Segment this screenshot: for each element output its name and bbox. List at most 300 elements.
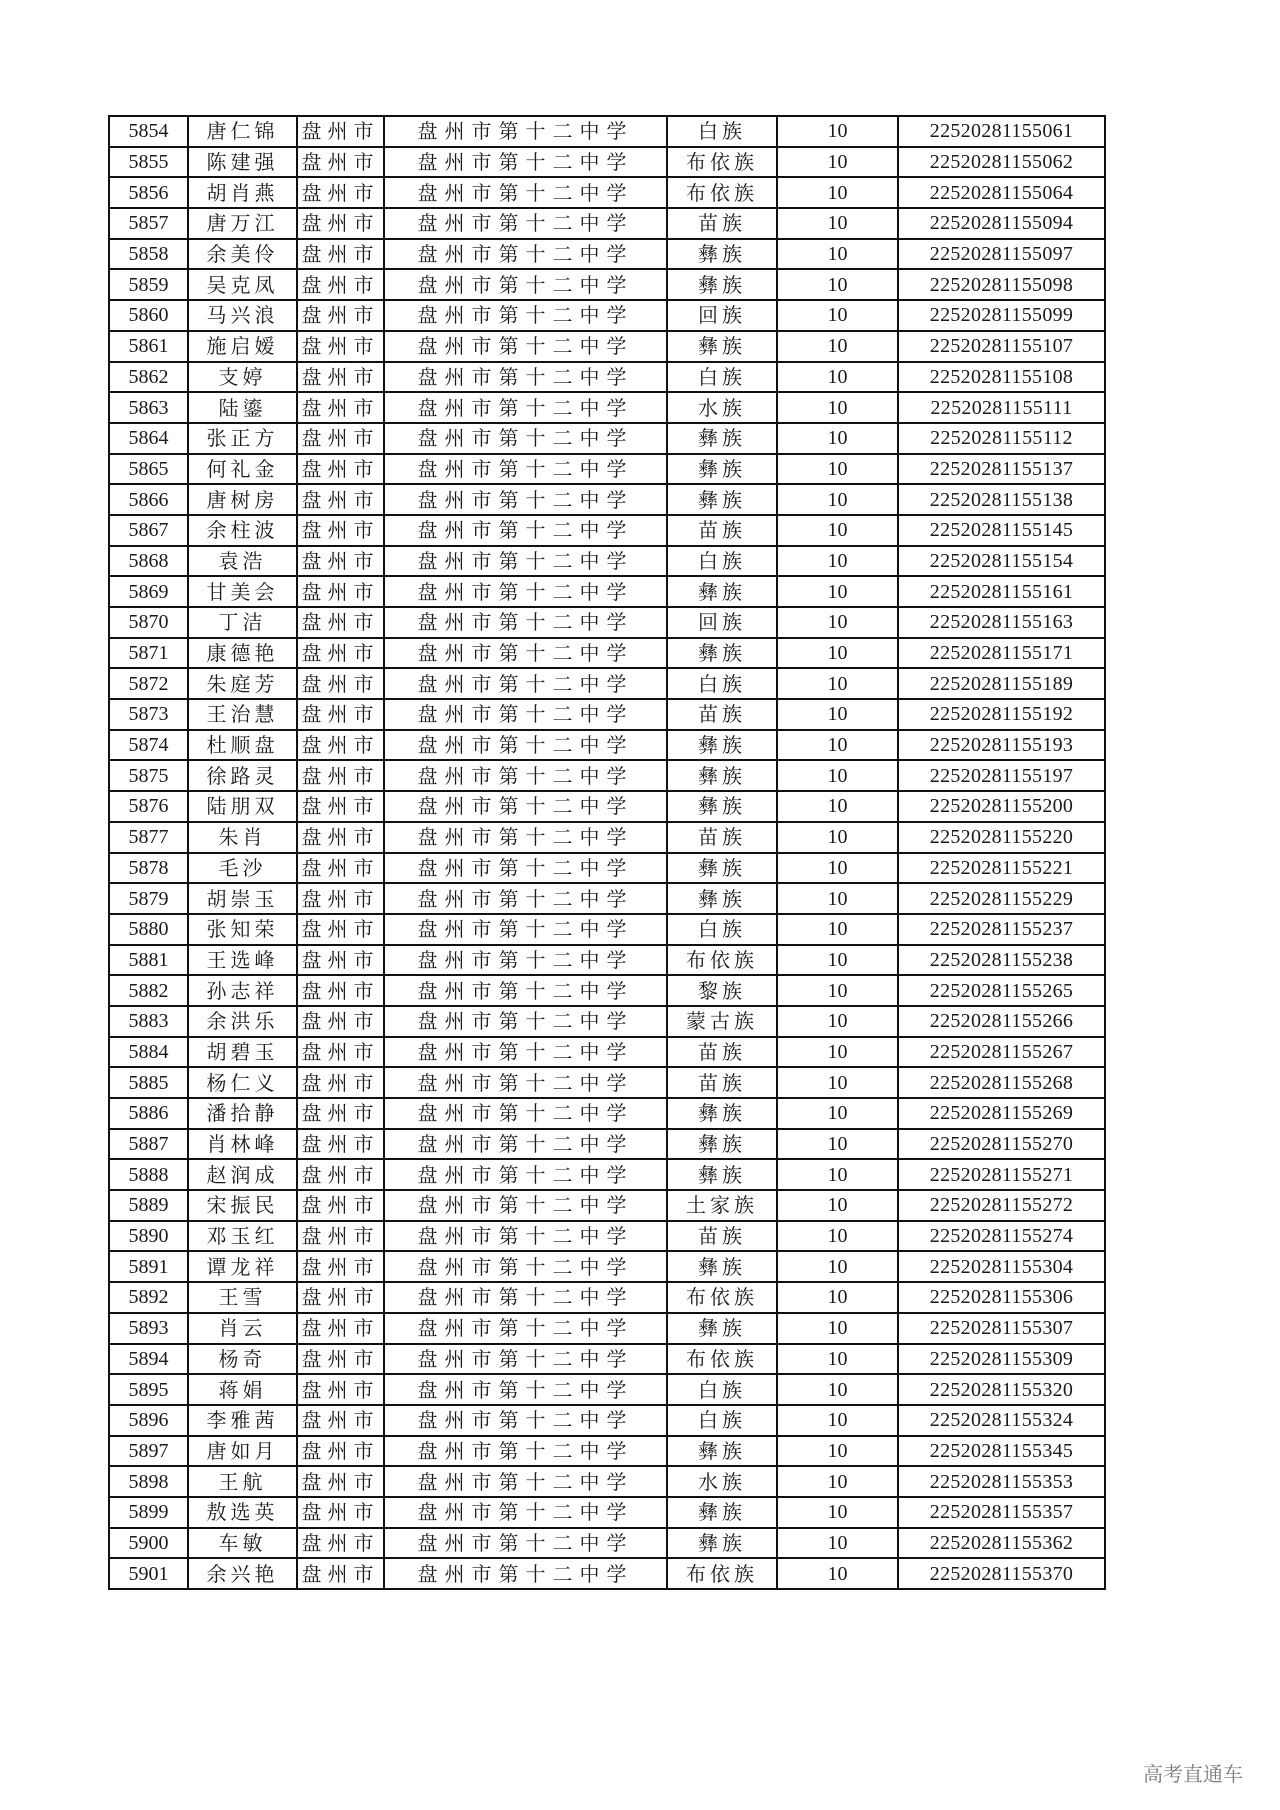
student-name-cell: 孙志祥 — [188, 975, 297, 1006]
ethnicity-cell: 水族 — [667, 392, 777, 423]
city-cell: 盘州市 — [297, 1436, 384, 1467]
student-name-cell: 唐万江 — [188, 208, 297, 239]
city-cell: 盘州市 — [297, 454, 384, 485]
school-cell: 盘州市第十二中学 — [384, 1037, 667, 1068]
grade-cell: 10 — [777, 638, 898, 669]
student-name-cell: 陆朋双 — [188, 791, 297, 822]
table-row — [109, 116, 1105, 147]
student-id-cell: 22520281155307 — [898, 1313, 1105, 1344]
row-number-cell: 5867 — [109, 515, 188, 546]
grade-cell: 10 — [777, 392, 898, 423]
row-number-cell: 5866 — [109, 484, 188, 515]
school-cell: 盘州市第十二中学 — [384, 822, 667, 853]
grade-cell: 10 — [777, 331, 898, 362]
student-name-cell: 潘拾静 — [188, 1098, 297, 1129]
student-id-cell: 22520281155171 — [898, 638, 1105, 669]
school-cell: 盘州市第十二中学 — [384, 454, 667, 485]
city-cell: 盘州市 — [297, 1221, 384, 1252]
table-row — [109, 484, 1105, 515]
grade-cell: 10 — [777, 1129, 898, 1160]
table-row — [109, 362, 1105, 393]
grade-cell: 10 — [777, 1344, 898, 1375]
school-cell: 盘州市第十二中学 — [384, 1466, 667, 1497]
table-row — [109, 1374, 1105, 1405]
table-row — [109, 546, 1105, 577]
row-number-cell: 5887 — [109, 1129, 188, 1160]
grade-cell: 10 — [777, 423, 898, 454]
table-row — [109, 423, 1105, 454]
table-row — [109, 208, 1105, 239]
row-number-cell: 5898 — [109, 1466, 188, 1497]
student-name-cell: 陈建强 — [188, 147, 297, 178]
city-cell: 盘州市 — [297, 1466, 384, 1497]
city-cell: 盘州市 — [297, 484, 384, 515]
student-id-cell: 22520281155111 — [898, 392, 1105, 423]
table-row — [109, 576, 1105, 607]
table-row — [109, 1037, 1105, 1068]
table-row — [109, 331, 1105, 362]
student-name-cell: 张知荣 — [188, 914, 297, 945]
student-id-cell: 22520281155266 — [898, 1006, 1105, 1037]
table-row — [109, 392, 1105, 423]
city-cell: 盘州市 — [297, 1528, 384, 1559]
table-row — [109, 1190, 1105, 1221]
grade-cell: 10 — [777, 975, 898, 1006]
grade-cell: 10 — [777, 668, 898, 699]
grade-cell: 10 — [777, 484, 898, 515]
row-number-cell: 5865 — [109, 454, 188, 485]
student-id-cell: 22520281155192 — [898, 699, 1105, 730]
city-cell: 盘州市 — [297, 177, 384, 208]
grade-cell: 10 — [777, 1251, 898, 1282]
grade-cell: 10 — [777, 576, 898, 607]
city-cell: 盘州市 — [297, 1006, 384, 1037]
table-row — [109, 1405, 1105, 1436]
school-cell: 盘州市第十二中学 — [384, 331, 667, 362]
student-id-cell: 22520281155309 — [898, 1344, 1105, 1375]
city-cell: 盘州市 — [297, 853, 384, 884]
table-row — [109, 1098, 1105, 1129]
school-cell: 盘州市第十二中学 — [384, 1159, 667, 1190]
city-cell: 盘州市 — [297, 1098, 384, 1129]
roster-body — [109, 116, 1105, 1589]
row-number-cell: 5869 — [109, 576, 188, 607]
ethnicity-cell: 白族 — [667, 668, 777, 699]
row-number-cell: 5881 — [109, 945, 188, 976]
grade-cell: 10 — [777, 760, 898, 791]
row-number-cell: 5864 — [109, 423, 188, 454]
school-cell: 盘州市第十二中学 — [384, 484, 667, 515]
ethnicity-cell: 蒙古族 — [667, 1006, 777, 1037]
city-cell: 盘州市 — [297, 1313, 384, 1344]
city-cell: 盘州市 — [297, 1558, 384, 1589]
student-id-cell: 22520281155272 — [898, 1190, 1105, 1221]
row-number-cell: 5885 — [109, 1067, 188, 1098]
student-roster-table — [108, 115, 1106, 1590]
row-number-cell: 5891 — [109, 1251, 188, 1282]
grade-cell: 10 — [777, 546, 898, 577]
row-number-cell: 5875 — [109, 760, 188, 791]
row-number-cell: 5897 — [109, 1436, 188, 1467]
row-number-cell: 5856 — [109, 177, 188, 208]
school-cell: 盘州市第十二中学 — [384, 1497, 667, 1528]
student-name-cell: 朱肖 — [188, 822, 297, 853]
ethnicity-cell: 土家族 — [667, 1190, 777, 1221]
student-name-cell: 胡崇玉 — [188, 883, 297, 914]
city-cell: 盘州市 — [297, 392, 384, 423]
row-number-cell: 5886 — [109, 1098, 188, 1129]
student-id-cell: 22520281155268 — [898, 1067, 1105, 1098]
grade-cell: 10 — [777, 362, 898, 393]
school-cell: 盘州市第十二中学 — [384, 975, 667, 1006]
student-name-cell: 朱庭芳 — [188, 668, 297, 699]
city-cell: 盘州市 — [297, 300, 384, 331]
student-id-cell: 22520281155112 — [898, 423, 1105, 454]
table-row — [109, 1436, 1105, 1467]
student-name-cell: 余洪乐 — [188, 1006, 297, 1037]
student-id-cell: 22520281155304 — [898, 1251, 1105, 1282]
grade-cell: 10 — [777, 822, 898, 853]
student-name-cell: 肖林峰 — [188, 1129, 297, 1160]
table-row — [109, 269, 1105, 300]
city-cell: 盘州市 — [297, 1129, 384, 1160]
grade-cell: 10 — [777, 1374, 898, 1405]
table-row — [109, 791, 1105, 822]
school-cell: 盘州市第十二中学 — [384, 730, 667, 761]
school-cell: 盘州市第十二中学 — [384, 300, 667, 331]
city-cell: 盘州市 — [297, 1159, 384, 1190]
row-number-cell: 5896 — [109, 1405, 188, 1436]
city-cell: 盘州市 — [297, 1282, 384, 1313]
ethnicity-cell: 彝族 — [667, 1129, 777, 1160]
school-cell: 盘州市第十二中学 — [384, 1098, 667, 1129]
ethnicity-cell: 彝族 — [667, 1159, 777, 1190]
city-cell: 盘州市 — [297, 1251, 384, 1282]
school-cell: 盘州市第十二中学 — [384, 1129, 667, 1160]
ethnicity-cell: 苗族 — [667, 208, 777, 239]
row-number-cell: 5857 — [109, 208, 188, 239]
student-id-cell: 22520281155221 — [898, 853, 1105, 884]
city-cell: 盘州市 — [297, 576, 384, 607]
city-cell: 盘州市 — [297, 147, 384, 178]
ethnicity-cell: 布依族 — [667, 147, 777, 178]
student-id-cell: 22520281155324 — [898, 1405, 1105, 1436]
row-number-cell: 5899 — [109, 1497, 188, 1528]
city-cell: 盘州市 — [297, 208, 384, 239]
city-cell: 盘州市 — [297, 423, 384, 454]
table-row — [109, 147, 1105, 178]
row-number-cell: 5901 — [109, 1558, 188, 1589]
ethnicity-cell: 白族 — [667, 914, 777, 945]
grade-cell: 10 — [777, 1067, 898, 1098]
grade-cell: 10 — [777, 853, 898, 884]
student-name-cell: 马兴浪 — [188, 300, 297, 331]
student-id-cell: 22520281155161 — [898, 576, 1105, 607]
school-cell: 盘州市第十二中学 — [384, 147, 667, 178]
ethnicity-cell: 回族 — [667, 300, 777, 331]
school-cell: 盘州市第十二中学 — [384, 1251, 667, 1282]
grade-cell: 10 — [777, 300, 898, 331]
table-row — [109, 1466, 1105, 1497]
student-name-cell: 陆鎏 — [188, 392, 297, 423]
student-name-cell: 王航 — [188, 1466, 297, 1497]
table-row — [109, 1159, 1105, 1190]
ethnicity-cell: 布依族 — [667, 1282, 777, 1313]
row-number-cell: 5855 — [109, 147, 188, 178]
grade-cell: 10 — [777, 1159, 898, 1190]
student-id-cell: 22520281155197 — [898, 760, 1105, 791]
city-cell: 盘州市 — [297, 668, 384, 699]
student-id-cell: 22520281155269 — [898, 1098, 1105, 1129]
ethnicity-cell: 苗族 — [667, 1067, 777, 1098]
city-cell: 盘州市 — [297, 607, 384, 638]
student-name-cell: 余美伶 — [188, 239, 297, 270]
row-number-cell: 5858 — [109, 239, 188, 270]
student-name-cell: 康德艳 — [188, 638, 297, 669]
table-row — [109, 883, 1105, 914]
ethnicity-cell: 彝族 — [667, 1497, 777, 1528]
ethnicity-cell: 布依族 — [667, 945, 777, 976]
student-id-cell: 22520281155163 — [898, 607, 1105, 638]
student-name-cell: 邓玉红 — [188, 1221, 297, 1252]
ethnicity-cell: 彝族 — [667, 269, 777, 300]
grade-cell: 10 — [777, 1558, 898, 1589]
student-id-cell: 22520281155267 — [898, 1037, 1105, 1068]
row-number-cell: 5872 — [109, 668, 188, 699]
school-cell: 盘州市第十二中学 — [384, 1558, 667, 1589]
ethnicity-cell: 彝族 — [667, 638, 777, 669]
ethnicity-cell: 布依族 — [667, 1558, 777, 1589]
grade-cell: 10 — [777, 945, 898, 976]
table-row — [109, 1313, 1105, 1344]
row-number-cell: 5854 — [109, 116, 188, 147]
row-number-cell: 5861 — [109, 331, 188, 362]
ethnicity-cell: 白族 — [667, 1405, 777, 1436]
student-id-cell: 22520281155094 — [898, 208, 1105, 239]
row-number-cell: 5883 — [109, 1006, 188, 1037]
grade-cell: 10 — [777, 269, 898, 300]
ethnicity-cell: 苗族 — [667, 699, 777, 730]
table-row — [109, 1282, 1105, 1313]
row-number-cell: 5888 — [109, 1159, 188, 1190]
ethnicity-cell: 苗族 — [667, 822, 777, 853]
table-row — [109, 1558, 1105, 1589]
student-name-cell: 余柱波 — [188, 515, 297, 546]
table-row — [109, 1528, 1105, 1559]
school-cell: 盘州市第十二中学 — [384, 1528, 667, 1559]
row-number-cell: 5860 — [109, 300, 188, 331]
student-id-cell: 22520281155138 — [898, 484, 1105, 515]
student-name-cell: 赵润成 — [188, 1159, 297, 1190]
student-name-cell: 毛沙 — [188, 853, 297, 884]
student-id-cell: 22520281155064 — [898, 177, 1105, 208]
row-number-cell: 5859 — [109, 269, 188, 300]
school-cell: 盘州市第十二中学 — [384, 362, 667, 393]
school-cell: 盘州市第十二中学 — [384, 239, 667, 270]
student-id-cell: 22520281155097 — [898, 239, 1105, 270]
student-id-cell: 22520281155265 — [898, 975, 1105, 1006]
table-row — [109, 607, 1105, 638]
student-name-cell: 支婷 — [188, 362, 297, 393]
school-cell: 盘州市第十二中学 — [384, 269, 667, 300]
student-id-cell: 22520281155154 — [898, 546, 1105, 577]
table-row — [109, 914, 1105, 945]
grade-cell: 10 — [777, 1006, 898, 1037]
ethnicity-cell: 布依族 — [667, 177, 777, 208]
student-name-cell: 敖选英 — [188, 1497, 297, 1528]
table-row — [109, 730, 1105, 761]
school-cell: 盘州市第十二中学 — [384, 607, 667, 638]
ethnicity-cell: 白族 — [667, 116, 777, 147]
ethnicity-cell: 彝族 — [667, 1313, 777, 1344]
city-cell: 盘州市 — [297, 331, 384, 362]
school-cell: 盘州市第十二中学 — [384, 883, 667, 914]
table-row — [109, 1067, 1105, 1098]
row-number-cell: 5879 — [109, 883, 188, 914]
grade-cell: 10 — [777, 1466, 898, 1497]
student-name-cell: 唐如月 — [188, 1436, 297, 1467]
school-cell: 盘州市第十二中学 — [384, 1282, 667, 1313]
student-id-cell: 22520281155370 — [898, 1558, 1105, 1589]
row-number-cell: 5884 — [109, 1037, 188, 1068]
student-id-cell: 22520281155189 — [898, 668, 1105, 699]
grade-cell: 10 — [777, 208, 898, 239]
table-row — [109, 177, 1105, 208]
school-cell: 盘州市第十二中学 — [384, 668, 667, 699]
school-cell: 盘州市第十二中学 — [384, 576, 667, 607]
row-number-cell: 5889 — [109, 1190, 188, 1221]
ethnicity-cell: 彝族 — [667, 883, 777, 914]
school-cell: 盘州市第十二中学 — [384, 1405, 667, 1436]
ethnicity-cell: 彝族 — [667, 791, 777, 822]
student-id-cell: 22520281155193 — [898, 730, 1105, 761]
row-number-cell: 5874 — [109, 730, 188, 761]
grade-cell: 10 — [777, 515, 898, 546]
student-id-cell: 22520281155320 — [898, 1374, 1105, 1405]
student-id-cell: 22520281155220 — [898, 822, 1105, 853]
student-name-cell: 袁浩 — [188, 546, 297, 577]
city-cell: 盘州市 — [297, 1190, 384, 1221]
grade-cell: 10 — [777, 1282, 898, 1313]
ethnicity-cell: 布依族 — [667, 1344, 777, 1375]
student-id-cell: 22520281155062 — [898, 147, 1105, 178]
city-cell: 盘州市 — [297, 914, 384, 945]
student-name-cell: 谭龙祥 — [188, 1251, 297, 1282]
student-name-cell: 李雅茜 — [188, 1405, 297, 1436]
student-id-cell: 22520281155099 — [898, 300, 1105, 331]
student-id-cell: 22520281155229 — [898, 883, 1105, 914]
student-id-cell: 22520281155108 — [898, 362, 1105, 393]
row-number-cell: 5868 — [109, 546, 188, 577]
city-cell: 盘州市 — [297, 699, 384, 730]
row-number-cell: 5882 — [109, 975, 188, 1006]
table-row — [109, 638, 1105, 669]
ethnicity-cell: 彝族 — [667, 484, 777, 515]
school-cell: 盘州市第十二中学 — [384, 638, 667, 669]
student-name-cell: 丁洁 — [188, 607, 297, 638]
row-number-cell: 5880 — [109, 914, 188, 945]
city-cell: 盘州市 — [297, 116, 384, 147]
grade-cell: 10 — [777, 914, 898, 945]
student-id-cell: 22520281155200 — [898, 791, 1105, 822]
ethnicity-cell: 彝族 — [667, 331, 777, 362]
ethnicity-cell: 彝族 — [667, 454, 777, 485]
school-cell: 盘州市第十二中学 — [384, 177, 667, 208]
city-cell: 盘州市 — [297, 362, 384, 393]
table-row — [109, 853, 1105, 884]
school-cell: 盘州市第十二中学 — [384, 423, 667, 454]
row-number-cell: 5878 — [109, 853, 188, 884]
city-cell: 盘州市 — [297, 730, 384, 761]
ethnicity-cell: 苗族 — [667, 1037, 777, 1068]
school-cell: 盘州市第十二中学 — [384, 914, 667, 945]
table-row — [109, 239, 1105, 270]
ethnicity-cell: 彝族 — [667, 423, 777, 454]
row-number-cell: 5871 — [109, 638, 188, 669]
ethnicity-cell: 彝族 — [667, 1436, 777, 1467]
ethnicity-cell: 回族 — [667, 607, 777, 638]
table-row — [109, 668, 1105, 699]
grade-cell: 10 — [777, 1436, 898, 1467]
city-cell: 盘州市 — [297, 1405, 384, 1436]
student-id-cell: 22520281155357 — [898, 1497, 1105, 1528]
grade-cell: 10 — [777, 1098, 898, 1129]
ethnicity-cell: 彝族 — [667, 1098, 777, 1129]
school-cell: 盘州市第十二中学 — [384, 1374, 667, 1405]
student-name-cell: 吴克凤 — [188, 269, 297, 300]
grade-cell: 10 — [777, 1497, 898, 1528]
student-name-cell: 唐树房 — [188, 484, 297, 515]
ethnicity-cell: 苗族 — [667, 1221, 777, 1252]
school-cell: 盘州市第十二中学 — [384, 116, 667, 147]
student-name-cell: 车敏 — [188, 1528, 297, 1559]
table-row — [109, 699, 1105, 730]
student-id-cell: 22520281155274 — [898, 1221, 1105, 1252]
school-cell: 盘州市第十二中学 — [384, 515, 667, 546]
grade-cell: 10 — [777, 239, 898, 270]
table-row — [109, 945, 1105, 976]
student-name-cell: 杜顺盘 — [188, 730, 297, 761]
school-cell: 盘州市第十二中学 — [384, 1313, 667, 1344]
student-name-cell: 王雪 — [188, 1282, 297, 1313]
ethnicity-cell: 彝族 — [667, 1528, 777, 1559]
student-name-cell: 施启嫒 — [188, 331, 297, 362]
school-cell: 盘州市第十二中学 — [384, 1344, 667, 1375]
table-row — [109, 300, 1105, 331]
student-name-cell: 杨仁义 — [188, 1067, 297, 1098]
student-id-cell: 22520281155145 — [898, 515, 1105, 546]
school-cell: 盘州市第十二中学 — [384, 699, 667, 730]
school-cell: 盘州市第十二中学 — [384, 853, 667, 884]
ethnicity-cell: 彝族 — [667, 853, 777, 884]
watermark: 高考直通车 — [1143, 1762, 1243, 1786]
school-cell: 盘州市第十二中学 — [384, 945, 667, 976]
city-cell: 盘州市 — [297, 269, 384, 300]
student-name-cell: 余兴艳 — [188, 1558, 297, 1589]
table-row — [109, 1497, 1105, 1528]
table-row — [109, 1006, 1105, 1037]
student-id-cell: 22520281155237 — [898, 914, 1105, 945]
table-row — [109, 975, 1105, 1006]
student-name-cell: 唐仁锦 — [188, 116, 297, 147]
row-number-cell: 5893 — [109, 1313, 188, 1344]
city-cell: 盘州市 — [297, 1037, 384, 1068]
student-name-cell: 甘美会 — [188, 576, 297, 607]
table-row — [109, 822, 1105, 853]
student-name-cell: 王选峰 — [188, 945, 297, 976]
school-cell: 盘州市第十二中学 — [384, 1067, 667, 1098]
student-id-cell: 22520281155270 — [898, 1129, 1105, 1160]
